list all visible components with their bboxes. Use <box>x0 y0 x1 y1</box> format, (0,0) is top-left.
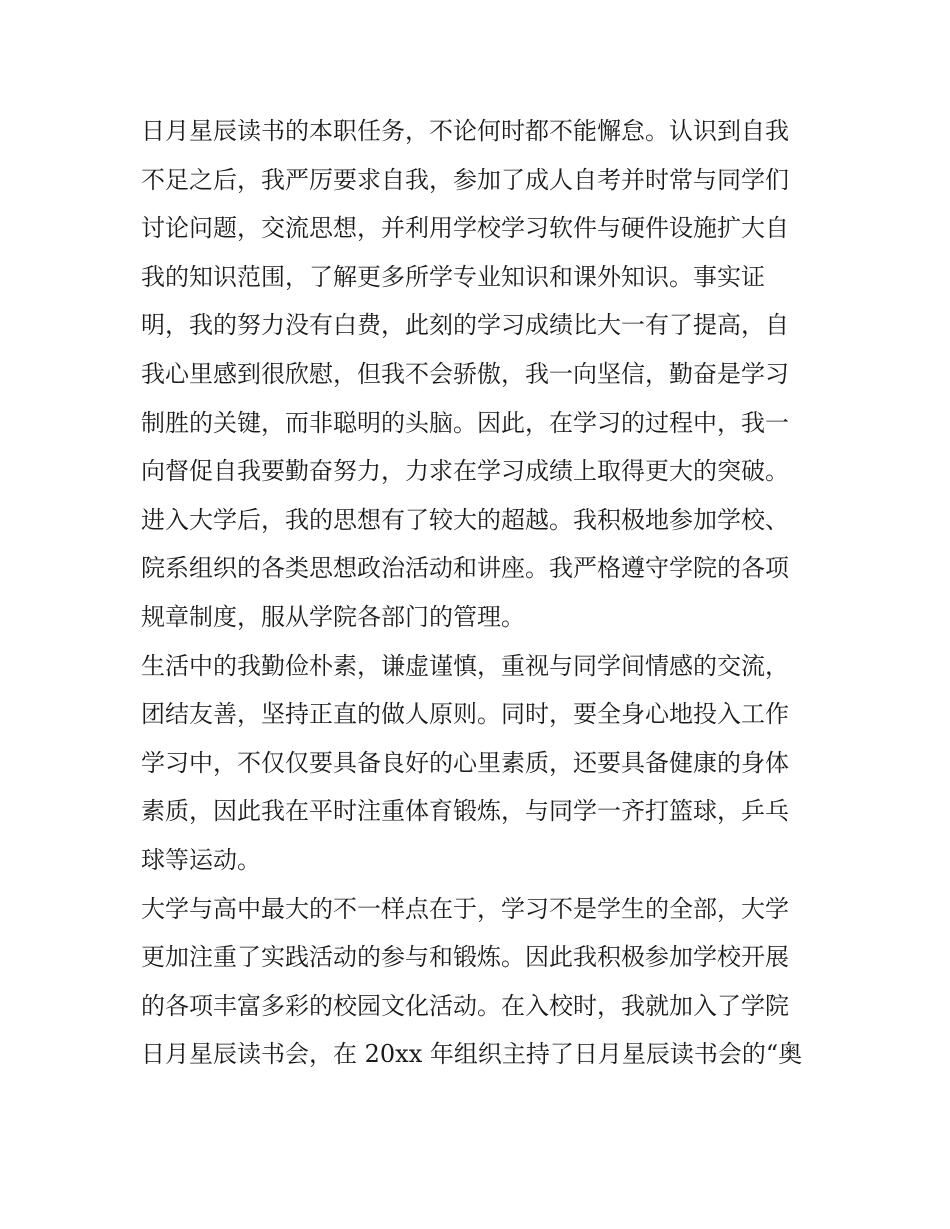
text-line: 团结友善，坚持正直的做人原则。同时，要全身心地投入工作 <box>141 700 789 729</box>
text-line: 学习中，不仅仅要具备良好的心里素质，还要具备健康的身体 <box>141 748 789 777</box>
text-line: 不足之后，我严厉要求自我，参加了成人自考并时常与同学们 <box>141 165 789 194</box>
text-line: 生活中的我勤俭朴素，谦虚谨慎，重视与同学间情感的交流， <box>141 651 789 680</box>
text-line: 制胜的关键，而非聪明的头脑。因此，在学习的过程中，我一 <box>141 408 789 437</box>
text-line: 更加注重了实践活动的参与和锻炼。因此我积极参加学校开展 <box>141 943 789 972</box>
text-line: 规章制度，服从学院各部门的管理。 <box>141 602 525 631</box>
body-text <box>141 107 821 1079</box>
text-line: 球等运动。 <box>141 845 261 874</box>
text-line: 大学与高中最大的不一样点在于，学习不是学生的全部，大学 <box>141 894 789 923</box>
text-line: 向督促自我要勤奋努力，力求在学习成绩上取得更大的突破。 <box>141 457 789 486</box>
text-line: 我心里感到很欣慰，但我不会骄傲，我一向坚信，勤奋是学习 <box>141 359 789 388</box>
text-line: 我的知识范围，了解更多所学专业知识和课外知识。事实证 <box>141 262 765 291</box>
text-line: 日月星辰读书的本职任务，不论何时都不能懈怠。认识到自我 <box>141 117 789 145</box>
text-line: 进入大学后，我的思想有了较大的超越。我积极地参加学校、 <box>141 505 789 534</box>
text-line: 日月星辰读书会，在 20xx 年组织主持了日月星辰读书会的“奥 <box>141 1040 803 1069</box>
text-line: 院系组织的各类思想政治活动和讲座。我严格遵守学院的各项 <box>141 554 789 583</box>
text-line: 讨论问题，交流思想，并利用学校学习软件与硬件设施扩大自 <box>141 214 789 243</box>
text-line: 明，我的努力没有白费，此刻的学习成绩比大一有了提高，自 <box>141 311 789 340</box>
text-line: 的各项丰富多彩的校园文化活动。在入校时，我就加入了学院 <box>141 991 789 1020</box>
text-line: 素质，因此我在平时注重体育锻炼，与同学一齐打篮球，乒乓 <box>141 797 789 826</box>
